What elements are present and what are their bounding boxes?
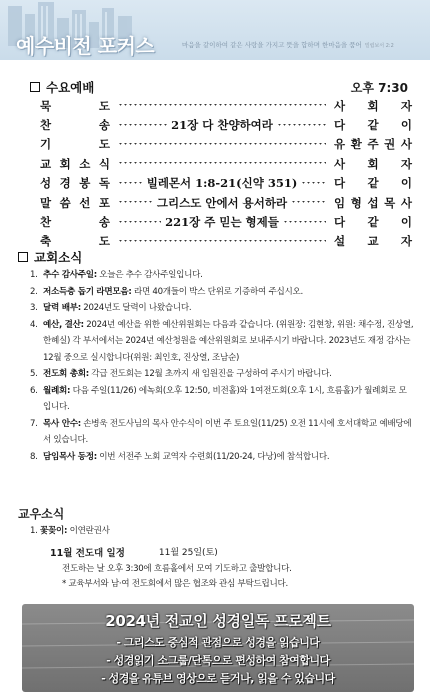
leader-dots bbox=[118, 124, 167, 127]
order-leader: 다 같 이 bbox=[334, 215, 412, 230]
order-row bbox=[40, 115, 412, 134]
kyowoo-item-title: 꽃꽂이: bbox=[40, 526, 68, 536]
leader-dots bbox=[301, 182, 326, 185]
news-item-num: 2. bbox=[30, 286, 38, 297]
order-content bbox=[110, 195, 334, 211]
bible-project-title: 2024년 전교인 성경일독 프로젝트 bbox=[105, 612, 331, 630]
news-item-num: 6. bbox=[30, 385, 38, 396]
bible-project-line: - 그리스도 중심적 관점으로 성경을 읽습니다 bbox=[116, 636, 320, 649]
order-leader: 유 환 주 권 사 bbox=[334, 137, 412, 152]
order-content bbox=[110, 162, 334, 165]
news-item bbox=[30, 383, 414, 416]
news-item-num: 4. bbox=[30, 319, 38, 330]
leader-dots bbox=[118, 201, 153, 204]
order-row bbox=[40, 212, 412, 231]
order-label: 찬 송 bbox=[40, 118, 110, 133]
banner-title: 예수비전 포커스 bbox=[16, 34, 155, 58]
order-label: 축 도 bbox=[40, 234, 110, 249]
news-item-title: 담임목사 동정: bbox=[43, 451, 97, 462]
news-item-num: 5. bbox=[30, 369, 38, 379]
bible-project-banner bbox=[22, 604, 414, 692]
news-item-body bbox=[43, 383, 414, 416]
leader-dots bbox=[118, 182, 143, 185]
order-content bbox=[110, 117, 334, 133]
news-item-text: 라면 40개들이 박스 단위로 기증하여 주십시오. bbox=[131, 286, 303, 297]
kyowoo-item-text: 이연란권사 bbox=[67, 526, 110, 536]
order-row bbox=[40, 96, 412, 115]
kyowoo-item-num: 1. bbox=[30, 526, 38, 536]
leader-dots bbox=[118, 221, 161, 224]
news-item-text: 손병욱 전도사님의 목사 안수식이 이번 주 토요일(11/25) 오전 11시에 호서대학교 예배당에서 있습니다. bbox=[43, 418, 412, 445]
worship-time: 오후 7:30 bbox=[350, 81, 408, 95]
news-item-num: 1. bbox=[30, 270, 38, 280]
order-row bbox=[40, 154, 412, 173]
order-leader: 사 회 자 bbox=[334, 98, 412, 113]
kyowoo-item bbox=[30, 524, 110, 536]
news-item-text: 2024년 예산을 위한 예산위원회는 다음과 같습니다. (위원장: 김현창, 위원: 채수정, 진상열, 한혜실) 각 부서에서는 2024년 예산청원을 예산위원회로 보내주시기 바랍니다. 2023년도 재정 감사는 12월 중으로 실시합니다(위원: 최인호, 진상열, 조남순) bbox=[43, 319, 414, 363]
order-leader: 임 형 섭 목 사 bbox=[334, 195, 412, 210]
header-banner bbox=[0, 0, 430, 60]
order-leader: 다 같 이 bbox=[334, 118, 412, 133]
order-label: 기 도 bbox=[40, 137, 110, 152]
news-item bbox=[30, 284, 414, 301]
event-title: 11월 전도대 일정 bbox=[50, 548, 125, 559]
news-item-title: 전도회 총회: bbox=[43, 369, 89, 379]
event-date: 11월 25일(토) bbox=[158, 548, 218, 558]
event-line: * 교육부서와 남·여 전도회에서 많은 협조와 관심 부탁드립니다. bbox=[62, 579, 288, 589]
kyowoo-heading: 교우소식 bbox=[18, 507, 65, 521]
order-row bbox=[40, 193, 412, 212]
leader-dots bbox=[118, 162, 326, 165]
news-item bbox=[30, 300, 414, 317]
order-label: 찬 송 bbox=[40, 215, 110, 230]
news-item bbox=[30, 317, 414, 367]
order-label: 묵 도 bbox=[40, 98, 110, 113]
news-item-body bbox=[43, 267, 414, 284]
order-content bbox=[110, 143, 334, 146]
news-item-body bbox=[43, 317, 414, 367]
news-item-body bbox=[43, 300, 414, 317]
order-content-text: 그리스도 안에서 용서하라 bbox=[156, 195, 288, 210]
news-item bbox=[30, 416, 414, 449]
news-list bbox=[30, 267, 414, 465]
order-row bbox=[40, 232, 412, 251]
order-label: 성 경 봉 독 bbox=[40, 176, 110, 191]
order-label: 말 씀 선 포 bbox=[40, 195, 110, 210]
checkbox-icon bbox=[18, 252, 28, 262]
news-item-text: 오늘은 추수 감사주일입니다. bbox=[96, 270, 203, 280]
order-leader: 다 같 이 bbox=[334, 176, 412, 191]
news-item-body bbox=[43, 449, 414, 466]
news-item-title: 목사 안수: bbox=[43, 418, 81, 429]
bible-project-line: - 성경읽기 소그룹/단톡으로 편성하여 참여합니다 bbox=[106, 654, 330, 667]
news-item-text: 2024년도 달력이 나왔습니다. bbox=[80, 303, 192, 313]
order-row bbox=[40, 135, 412, 154]
order-row bbox=[40, 174, 412, 193]
leader-dots bbox=[118, 104, 326, 107]
news-item-text: 각급 전도회는 12월 초까지 새 임원진을 구성하여 주시기 바랍니다. bbox=[88, 369, 332, 379]
tagline-text: 마음을 같이하여 같은 사랑을 가지고 뜻을 합하며 한마음을 품어 bbox=[182, 41, 362, 49]
banner-tagline bbox=[182, 40, 394, 49]
order-leader: 설 교 자 bbox=[334, 234, 412, 249]
event-line: 전도하는 날 오후 3:30에 흐름홀에서 모여 기도하고 출발합니다. bbox=[62, 564, 292, 574]
leader-dots bbox=[283, 221, 326, 224]
leader-dots bbox=[118, 143, 326, 146]
news-item-num: 3. bbox=[30, 303, 38, 313]
order-content-text: 221장 주 믿는 형제들 bbox=[165, 215, 279, 230]
news-item-text: 이번 서전주 노회 교역자 수련회(11/20-24, 다낭)에 참석합니다. bbox=[96, 451, 330, 462]
worship-order-list bbox=[40, 96, 412, 251]
news-item bbox=[30, 366, 414, 383]
news-item-body bbox=[43, 284, 414, 301]
leader-dots bbox=[291, 201, 326, 204]
news-item-title: 예산, 결산: bbox=[43, 319, 84, 330]
news-item bbox=[30, 267, 414, 284]
order-content-text: 21장 다 찬양하여라 bbox=[171, 118, 273, 133]
news-item-num: 8. bbox=[30, 451, 38, 462]
order-content bbox=[110, 175, 334, 191]
news-item-title: 달력 배부: bbox=[43, 303, 81, 313]
leader-dots bbox=[118, 240, 326, 243]
order-content bbox=[110, 104, 334, 107]
event-box bbox=[50, 545, 420, 592]
news-item bbox=[30, 449, 414, 466]
bible-project-line: - 성경을 유튜브 영상으로 듣거나, 읽을 수 있습니다 bbox=[101, 672, 335, 685]
news-item-body bbox=[43, 416, 414, 449]
leader-dots bbox=[277, 124, 326, 127]
news-heading bbox=[18, 248, 82, 266]
news-item-title: 월례회: bbox=[43, 385, 71, 396]
worship-heading bbox=[30, 78, 94, 96]
news-item-text: 다음 주일(11/26) 에녹회(오후 12:50, 비전홀)와 1여전도회(오후 1시, 흐름홀)가 월례회로 모입니다. bbox=[43, 385, 407, 412]
order-content bbox=[110, 214, 334, 230]
order-leader: 사 회 자 bbox=[334, 156, 412, 171]
news-item-num: 7. bbox=[30, 418, 38, 429]
order-content bbox=[110, 240, 334, 243]
tagline-verse: 빌립보서 2:2 bbox=[364, 43, 394, 49]
news-item-body bbox=[43, 366, 414, 383]
checkbox-icon bbox=[30, 82, 40, 92]
order-content-text: 빌레몬서 1:8-21(신약 351) bbox=[146, 176, 298, 191]
news-heading-label: 교회소식 bbox=[34, 250, 83, 265]
order-label: 교 회 소 식 bbox=[40, 156, 110, 171]
worship-heading-label: 수요예배 bbox=[46, 80, 95, 95]
news-item-title: 저소득층 돕기 라면모음: bbox=[43, 286, 132, 297]
news-item-title: 추수 감사주일: bbox=[43, 270, 97, 280]
